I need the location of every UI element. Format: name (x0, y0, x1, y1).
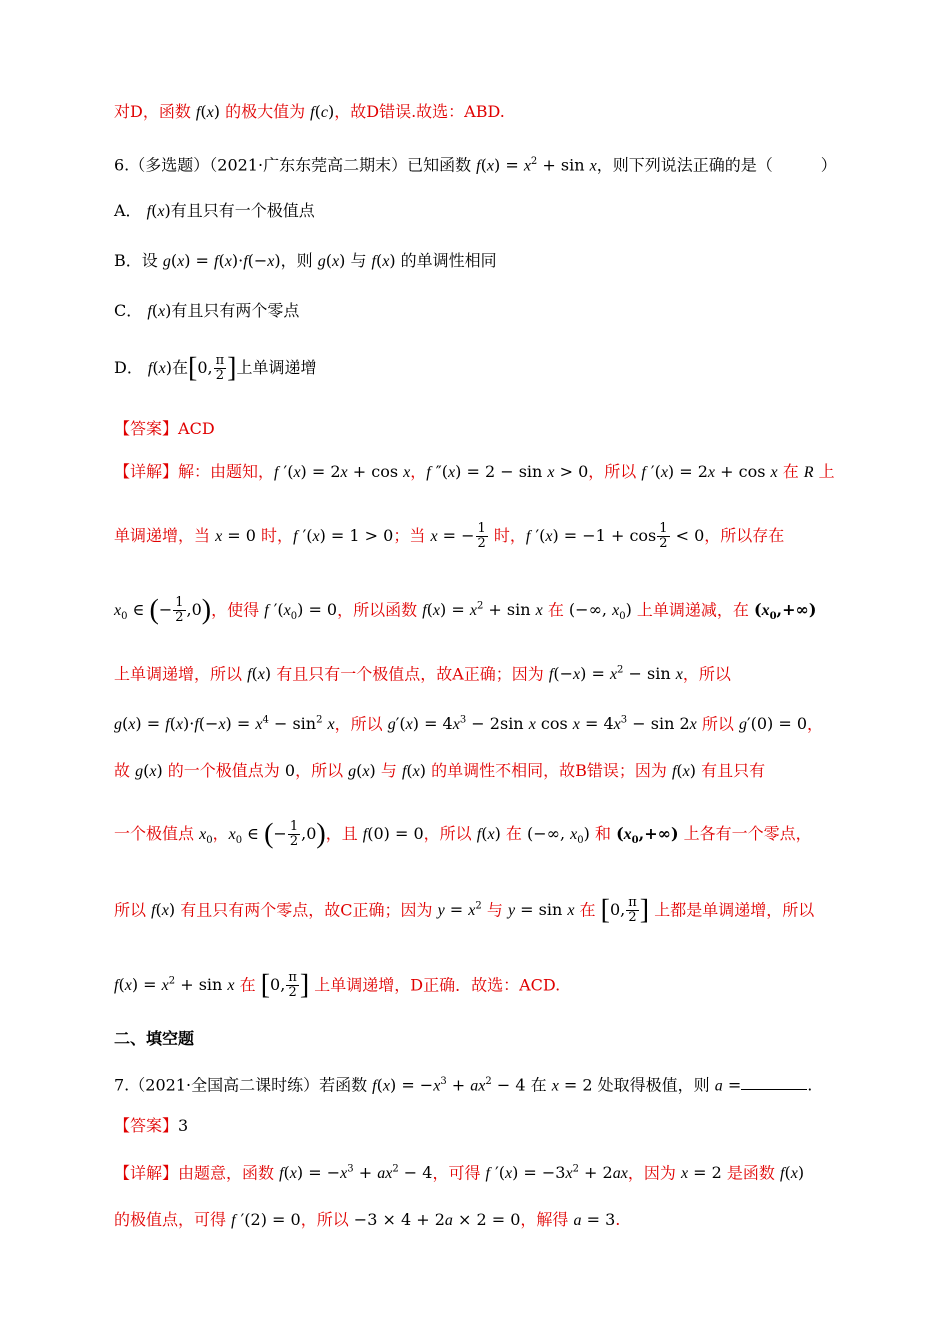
answer-label: 【答案】 (114, 419, 179, 438)
q6-detail-line-6: 故 g(x) 的一个极值点为 0，所以 g(x) 与 f(x) 的单调性不相同，故B错误；因为 f(x) 有且只有 (114, 761, 766, 780)
section-heading: 二、填空题 (114, 1029, 195, 1048)
q6-detail-line-3: $x_0$ ∈ (− $\frac{1}{2}$ ,0)，使得 f $'(x_0) = 0$，所以函数 $f(x) = x^2 + \sin x$ 在 (−∞, $x_0$) 上单调递减，在 $(x_0,+\infty)$ (114, 594, 817, 626)
answer-value: ACD (178, 419, 215, 438)
q6-option-c: C． f(x)有且只有两个零点 (114, 301, 300, 320)
q7-stem: 7.（2021·全国高二课时练）若函数 $f(x) = -x^3 + ax^2 - 4$ 在 x = 2 处取得极值，则 a = . (114, 1075, 813, 1095)
q6-detail-line-4: 上单调递增，所以 f(x) 有且只有一个极值点，故A正确；因为 $f(-x) = x^2 - \sin x$，所以 (114, 664, 731, 684)
q6-option-d: D． f(x)在[0, $\frac{\pi}{2}$ ]上单调递增 (114, 352, 317, 384)
q6-option-a: A． f(x)有且只有一个极值点 (114, 201, 315, 220)
q6-detail-line-2: 单调递增，当 x = 0 时，f ′(x) = 1 > 0；当 x = − $\frac{1}{2}$ 时，f ′(x) = −1 + cos $\frac{1}{2}$ < 0，所以存在 (114, 521, 785, 551)
q6-detail-line-1: 【详解】解：由题知，f ′(x) = 2x + cos x，f ″(x) = 2 − sin x > 0，所以 f ′(x) = 2x + cos x 在 R 上 (114, 462, 835, 481)
q6-detail-line-5: $g(x) = f(x)\cdot f(-x) = x^4 - \sin^2 x$，所以 $g'(x) = 4x^3 - 2\sin$ x $\cos x = 4x^3 - \sin 2x$ 所以 g′(0) = 0， (114, 714, 824, 734)
q6-option-b: B．设 g(x) = f(x)·f(−x)，则 g(x) 与 f(x) 的单调性相同 (114, 251, 497, 270)
q6-detail-line-7: 一个极值点 $x_0$，$x_0$ ∈ (− $\frac{1}{2}$ ,0)，且 f(0) = 0，所以 f(x) 在 (−∞, $x_0$) 和 $(x_0,+\infty)$ 上各有一个零点， (114, 818, 812, 850)
q6-stem: 6.（多选题）（2021·广东东莞高二期末）已知函数 $f(x) = x^2 + \sin x$，则下列说法正确的是（ ） (114, 155, 837, 175)
q7-answer (114, 1114, 188, 1138)
q6-detail-line-8: 所以 f(x) 有且只有两个零点，故C正确；因为 $y = x^2$ 与 y = sin x 在 [0, $\frac{\pi}{2}$ ] 上都是单调递增，所以 (114, 894, 815, 926)
q7-detail-line-1: 【详解】由题意，函数 $f(x) = -x^3 + ax^2 - 4$，可得 f $'(x) = -3x^2 + 2ax$，因为 x = 2 是函数 f(x) (114, 1163, 805, 1183)
answer-label: 【答案】 (114, 1116, 179, 1135)
q6-answer (114, 417, 215, 441)
q7-detail-line-2: 的极值点，可得 f ′(2) = 0，所以 −3 × 4 + 2a × 2 = 0，解得 a = 3. (114, 1210, 621, 1229)
prev-solution-end: 对D，函数 f(x) 的极大值为 f(c)，故D错误.故选：ABD. (114, 102, 505, 121)
q6-detail-line-9: $f(x) = x^2 + \sin x$ 在 [0, $\frac{\pi}{2}$ ] 上单调递增，D正确．故选：ACD. (114, 969, 561, 1001)
answer-value: 3 (178, 1116, 189, 1135)
